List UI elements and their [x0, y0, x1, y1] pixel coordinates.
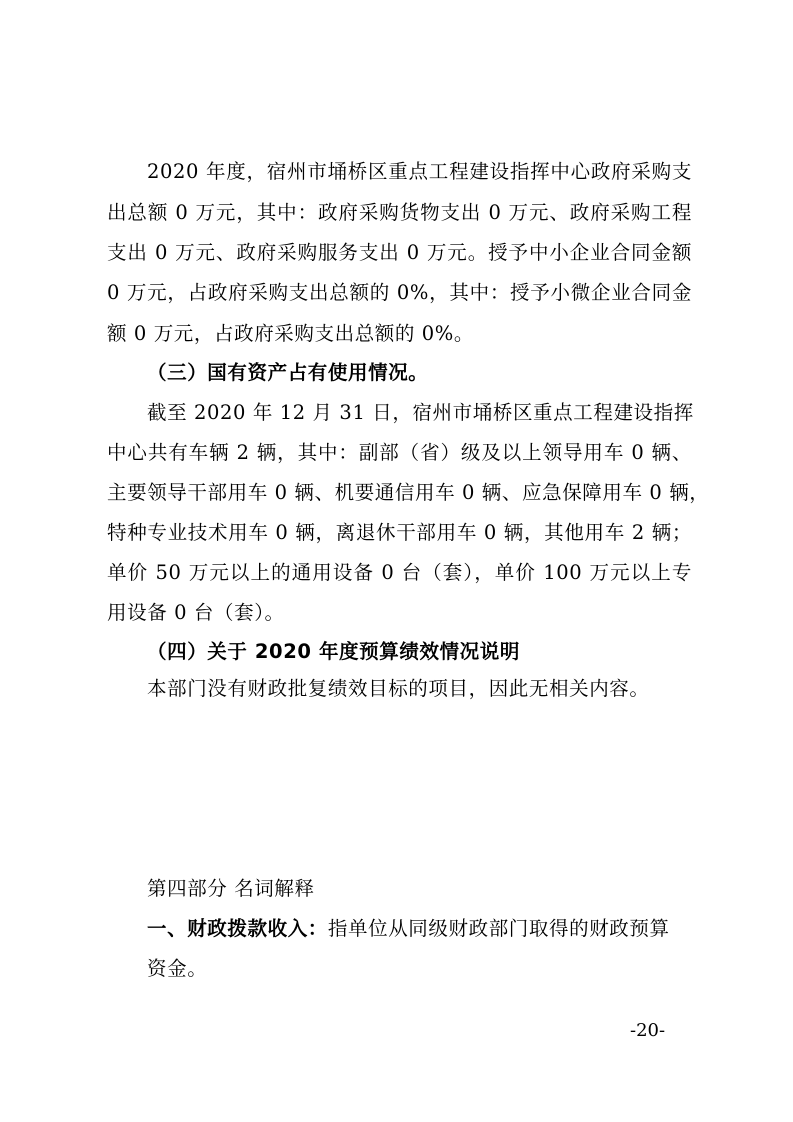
purchase-line-1: 2020 年度，宿州市埇桥区重点工程建设指挥中心政府采购支 — [147, 160, 692, 183]
purchase-line-4: 0 万元，占政府采购支出总额的 0%，其中：授予小微企业合同金 — [107, 281, 692, 304]
glossary-term-line-1 — [147, 917, 692, 941]
assets-line-1: 截至 2020 年 12 月 31 日，宿州市埇桥区重点工程建设指挥 — [147, 401, 694, 424]
performance-heading: （四）关于 2020 年度预算绩效情况说明 — [147, 640, 520, 663]
page-number: -20- — [630, 1020, 666, 1041]
assets-line-3: 主要领导干部用车 0 辆、机要通信用车 0 辆、应急保障用车 0 辆， — [107, 481, 710, 504]
glossary-term-label: 一、财政拨款收入： — [147, 917, 328, 940]
glossary-term-definition: 指单位从同级财政部门取得的财政预算 — [327, 917, 670, 940]
assets-line-4: 特种专业技术用车 0 辆，离退休干部用车 0 辆，其他用车 2 辆； — [107, 521, 692, 544]
assets-heading: （三）国有资产占有使用情况。 — [147, 361, 429, 384]
performance-text: 本部门没有财政批复绩效目标的项目，因此无相关内容。 — [147, 677, 650, 700]
assets-line-5: 单价 50 万元以上的通用设备 0 台（套），单价 100 万元以上专 — [107, 561, 692, 584]
glossary-term-line-2: 资金。 — [147, 957, 208, 980]
assets-line-6: 用设备 0 台（套）。 — [107, 601, 285, 624]
purchase-line-2: 出总额 0 万元，其中：政府采购货物支出 0 万元、政府采购工程 — [107, 201, 692, 224]
part-four-heading: 第四部分 名词解释 — [147, 877, 315, 900]
purchase-line-3: 支出 0 万元、政府采购服务支出 0 万元。授予中小企业合同金额 — [107, 241, 692, 264]
assets-line-2: 中心共有车辆 2 辆，其中：副部（省）级及以上领导用车 0 辆、 — [107, 441, 692, 464]
purchase-line-5: 额 0 万元，占政府采购支出总额的 0%。 — [107, 322, 475, 345]
